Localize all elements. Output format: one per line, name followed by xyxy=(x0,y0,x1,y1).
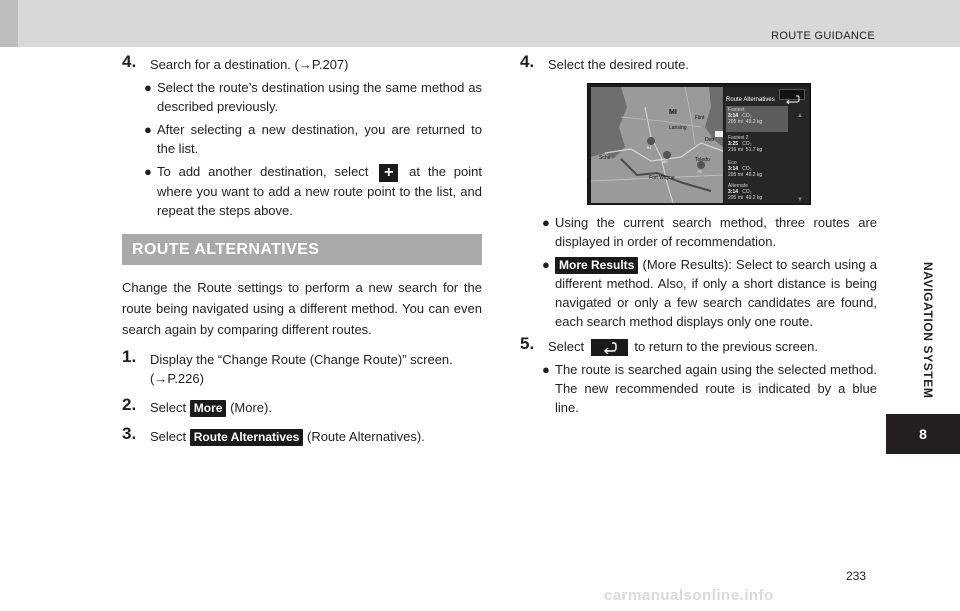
bullet-item xyxy=(122,78,482,116)
section-title: ROUTE GUIDANCE xyxy=(771,30,875,42)
bullet-icon: ● xyxy=(542,215,550,230)
map-label: Sche xyxy=(599,155,611,161)
header-bar-accent xyxy=(0,0,18,47)
bullet-item xyxy=(520,213,877,251)
step-number: 4. xyxy=(520,52,535,71)
step-text: (Route Alternatives). xyxy=(306,428,425,444)
bullet-icon: ● xyxy=(542,257,550,272)
bullet-text: (More Results): Select to search using a different method. Also, if only a short distance is being navigated or only a few search candidates are found, each search method displays only one route. xyxy=(555,257,877,330)
right-column xyxy=(520,52,877,421)
step-text: Display the “Change Route (Change Route)” screen. (→P.226) xyxy=(150,351,453,386)
bullet-text: at the point where you want to add a new route point to the list, and repeat the steps above. xyxy=(157,164,482,218)
bullet-text: Using the current search method, three routes are displayed in order of recommendation. xyxy=(555,215,877,249)
route-alternatives-panel xyxy=(724,87,809,203)
map-label: Flint xyxy=(695,115,705,121)
section-heading: ROUTE ALTERNATIVES xyxy=(122,234,482,265)
bullet-icon: ● xyxy=(144,80,152,95)
more-button[interactable]: More xyxy=(190,400,227,417)
map-label: Fort Wayne xyxy=(649,175,675,181)
map-label: Toledo xyxy=(695,157,710,163)
chapter-tab: 8 xyxy=(886,414,960,454)
step-1 xyxy=(122,346,482,388)
map-view xyxy=(591,87,723,203)
route-option[interactable]: Alternate 3:14 CO₂ 205 mi 49.2 kg xyxy=(728,183,763,201)
step-5 xyxy=(520,334,877,356)
bullet-text: To add another destination, select xyxy=(157,164,369,179)
panel-title: Route Alternatives xyxy=(726,97,775,103)
route-option[interactable]: Fastest 2 3:25 CO₂ 216 mi 51.7 kg xyxy=(728,135,763,153)
route-option[interactable]: Fastest 3:14 CO₂ 205 mi 49.2 kg xyxy=(726,106,788,132)
back-arrow-icon xyxy=(780,95,804,104)
back-button[interactable] xyxy=(779,89,805,100)
step-text: Select the desired route. xyxy=(548,57,689,72)
map-label: Lansing xyxy=(669,125,687,131)
watermark: carmanualsonline.info xyxy=(604,587,774,604)
step-text: Search for a destination. (→P.207) xyxy=(150,57,349,72)
scroll-down-icon[interactable]: ▼ xyxy=(797,197,803,203)
step-number: 3. xyxy=(122,423,137,443)
destination-flag-icon xyxy=(715,131,723,137)
step-text: to return to the previous screen. xyxy=(634,339,818,355)
step-text: Select xyxy=(150,428,187,444)
step-3 xyxy=(122,423,482,446)
highway-label: 80 xyxy=(663,159,668,164)
side-label-text: NAVIGATION SYSTEM xyxy=(921,261,935,399)
step-number: 4. xyxy=(122,52,137,71)
back-arrow-icon xyxy=(602,341,618,354)
bullet-icon: ● xyxy=(144,122,152,137)
page-number: 233 xyxy=(846,569,867,583)
bullet-text: Select the route’s destination using the same method as described previously. xyxy=(157,80,482,114)
route-option[interactable]: Eco 3:14 CO₂ 205 mi 49.2 kg xyxy=(728,160,763,178)
step-text: Select xyxy=(150,399,187,415)
map-label: Detr xyxy=(705,137,715,143)
step-4-select-route xyxy=(520,52,877,74)
step-number: 1. xyxy=(122,346,137,366)
bullet-icon: ● xyxy=(144,164,152,179)
add-destination-button[interactable]: + xyxy=(379,164,398,182)
back-button[interactable] xyxy=(591,339,628,356)
highway-label: 75 xyxy=(697,169,702,174)
left-column xyxy=(122,52,482,450)
bullet-item xyxy=(122,120,482,158)
bullet-text: After selecting a new destination, you are returned to the list. xyxy=(157,122,482,156)
bullet-item xyxy=(520,360,877,417)
step-text: Select xyxy=(548,339,585,355)
bullet-icon: ● xyxy=(542,362,550,378)
intro-paragraph: Change the Route settings to perform a new search for the route being navigated using a different method. You can even search again by comparing different routes. xyxy=(122,279,482,337)
bullet-text: The route is searched again using the selected method. The new recommended route is indicated by a blue line. xyxy=(555,362,877,416)
map-label: MI xyxy=(669,109,677,116)
route-alternatives-button[interactable]: Route Alternatives xyxy=(190,429,304,446)
route-alternatives-screenshot xyxy=(587,83,811,205)
step-text: (More). xyxy=(230,399,272,415)
bullet-item xyxy=(122,162,482,220)
side-label xyxy=(886,250,960,410)
step-number: 5. xyxy=(520,334,535,354)
step-4-search xyxy=(122,52,482,74)
more-results-button[interactable]: More Results xyxy=(555,257,638,274)
step-number: 2. xyxy=(122,394,137,414)
bullet-item xyxy=(520,255,877,331)
step-2 xyxy=(122,394,482,417)
highway-label: 94 xyxy=(647,145,652,150)
scroll-up-icon[interactable]: ▲ xyxy=(797,113,803,119)
